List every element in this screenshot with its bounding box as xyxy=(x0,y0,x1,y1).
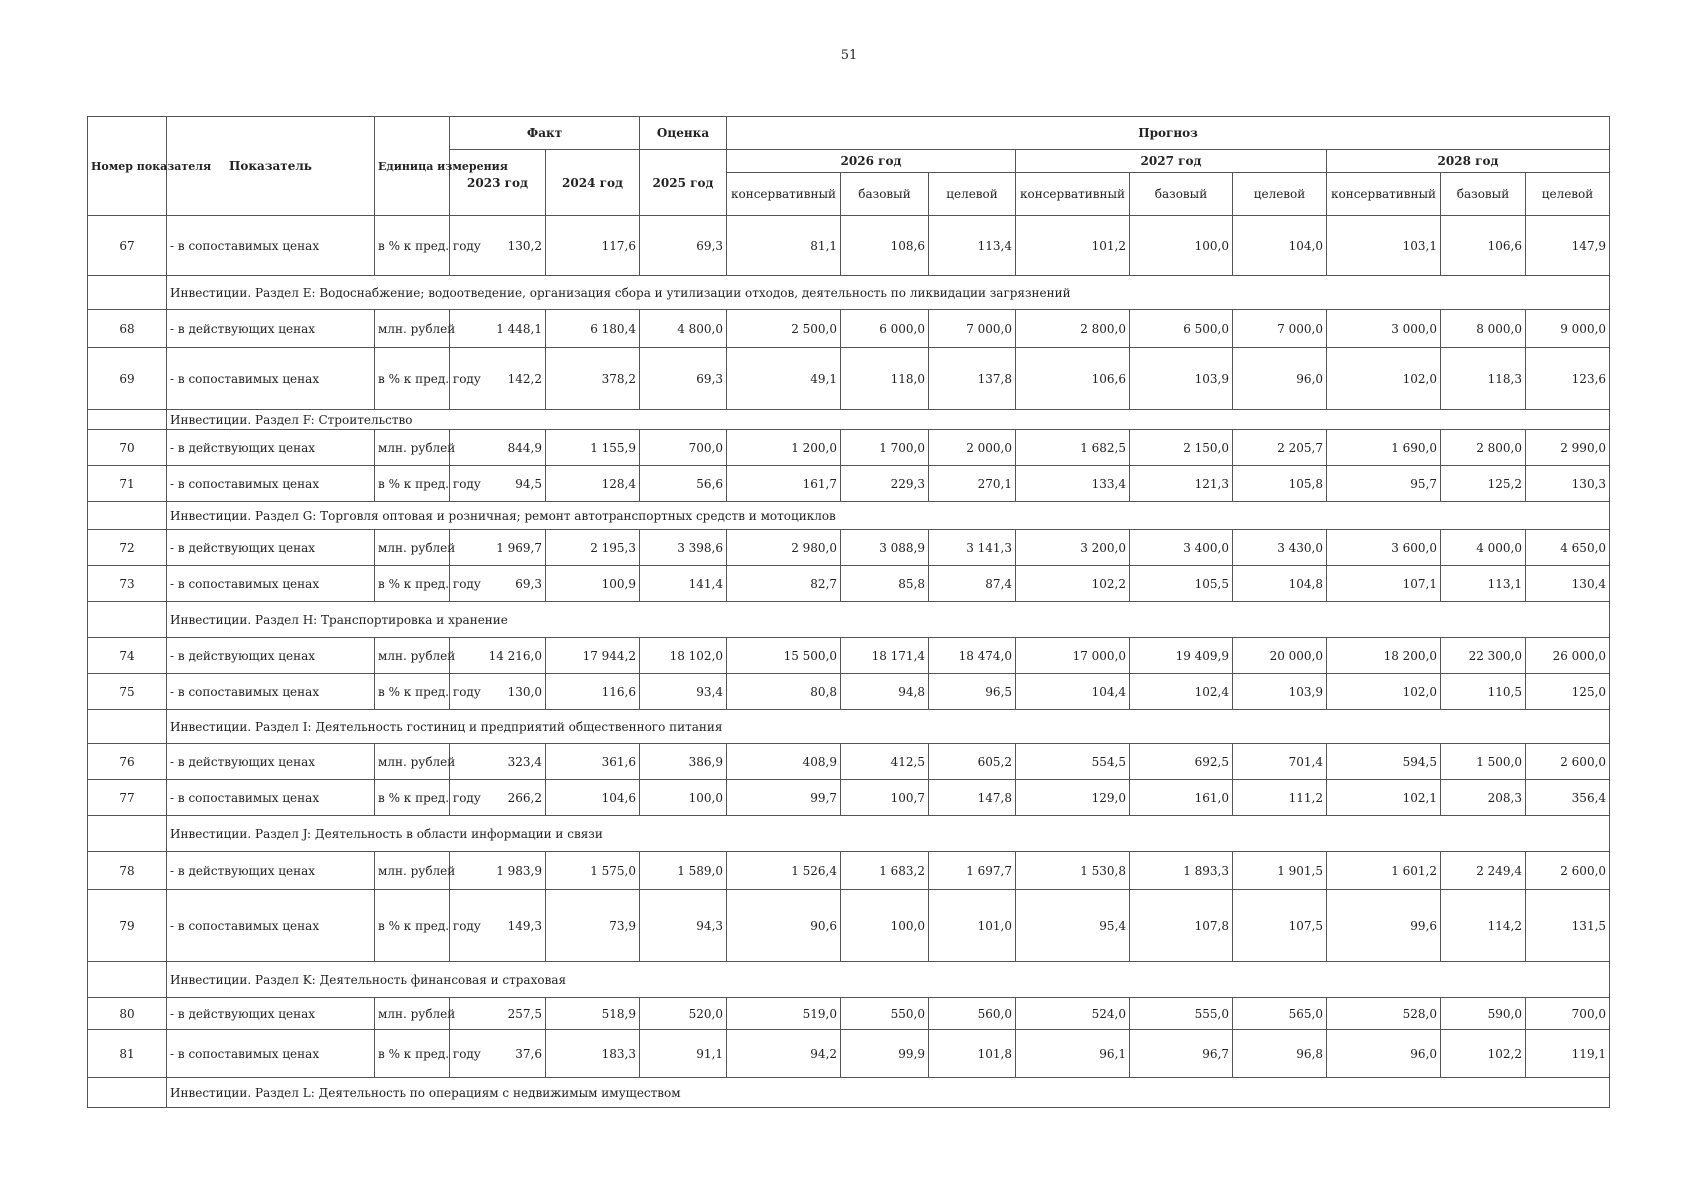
header-year-2027: 2027 год xyxy=(1016,150,1327,173)
section-row xyxy=(88,602,1610,638)
value-cell: 95,4 xyxy=(1016,890,1130,962)
section-row xyxy=(88,710,1610,744)
header-2026-base: базовый xyxy=(841,173,929,216)
value-cell: 103,9 xyxy=(1130,348,1233,410)
value-cell: 107,5 xyxy=(1233,890,1327,962)
value-cell: 1 448,1 xyxy=(450,310,546,348)
row-label: - в сопоставимых ценах xyxy=(167,216,375,276)
row-unit: млн. рублей xyxy=(375,638,450,674)
table-row xyxy=(88,780,1610,816)
value-cell: 90,6 xyxy=(727,890,841,962)
value-cell: 130,3 xyxy=(1526,466,1610,502)
value-cell: 107,1 xyxy=(1327,566,1441,602)
value-cell: 73,9 xyxy=(546,890,640,962)
section-blank-cell xyxy=(88,710,167,744)
value-cell: 100,7 xyxy=(841,780,929,816)
forecast-table xyxy=(87,116,1610,1108)
value-cell: 99,9 xyxy=(841,1030,929,1078)
value-cell: 147,9 xyxy=(1526,216,1610,276)
row-unit: млн. рублей xyxy=(375,852,450,890)
header-year-2023: 2023 год xyxy=(450,150,546,216)
row-unit: в % к пред. году xyxy=(375,1030,450,1078)
row-unit: млн. рублей xyxy=(375,998,450,1030)
value-cell: 107,8 xyxy=(1130,890,1233,962)
value-cell: 2 600,0 xyxy=(1526,744,1610,780)
value-cell: 528,0 xyxy=(1327,998,1441,1030)
header-year-2028: 2028 год xyxy=(1327,150,1610,173)
value-cell: 147,8 xyxy=(929,780,1016,816)
value-cell: 116,6 xyxy=(546,674,640,710)
value-cell: 605,2 xyxy=(929,744,1016,780)
table-row xyxy=(88,852,1610,890)
section-blank-cell xyxy=(88,410,167,430)
row-unit: в % к пред. году xyxy=(375,466,450,502)
value-cell: 1 500,0 xyxy=(1441,744,1526,780)
header-forecast: Прогноз xyxy=(727,117,1610,150)
row-label: - в действующих ценах xyxy=(167,852,375,890)
value-cell: 594,5 xyxy=(1327,744,1441,780)
value-cell: 93,4 xyxy=(640,674,727,710)
value-cell: 100,9 xyxy=(546,566,640,602)
header-fact: Факт xyxy=(450,117,640,150)
value-cell: 4 800,0 xyxy=(640,310,727,348)
section-title: Инвестиции. Раздел K: Деятельность финансовая и страховая xyxy=(167,962,1610,998)
value-cell: 700,0 xyxy=(1526,998,1610,1030)
value-cell: 142,2 xyxy=(450,348,546,410)
value-cell: 1 697,7 xyxy=(929,852,1016,890)
value-cell: 6 180,4 xyxy=(546,310,640,348)
section-blank-cell xyxy=(88,962,167,998)
row-label: - в действующих ценах xyxy=(167,430,375,466)
section-blank-cell xyxy=(88,816,167,852)
value-cell: 565,0 xyxy=(1233,998,1327,1030)
value-cell: 103,1 xyxy=(1327,216,1441,276)
value-cell: 105,5 xyxy=(1130,566,1233,602)
value-cell: 100,0 xyxy=(841,890,929,962)
value-cell: 18 474,0 xyxy=(929,638,1016,674)
value-cell: 22 300,0 xyxy=(1441,638,1526,674)
row-number: 69 xyxy=(88,348,167,410)
value-cell: 183,3 xyxy=(546,1030,640,1078)
value-cell: 101,2 xyxy=(1016,216,1130,276)
value-cell: 91,1 xyxy=(640,1030,727,1078)
value-cell: 99,6 xyxy=(1327,890,1441,962)
value-cell: 4 000,0 xyxy=(1441,530,1526,566)
section-row xyxy=(88,410,1610,430)
value-cell: 110,5 xyxy=(1441,674,1526,710)
value-cell: 100,0 xyxy=(640,780,727,816)
row-number: 68 xyxy=(88,310,167,348)
value-cell: 2 150,0 xyxy=(1130,430,1233,466)
value-cell: 555,0 xyxy=(1130,998,1233,1030)
page-number: 51 xyxy=(840,48,858,63)
value-cell: 550,0 xyxy=(841,998,929,1030)
value-cell: 1 700,0 xyxy=(841,430,929,466)
value-cell: 524,0 xyxy=(1016,998,1130,1030)
value-cell: 102,0 xyxy=(1327,348,1441,410)
table-row xyxy=(88,1030,1610,1078)
value-cell: 1 683,2 xyxy=(841,852,929,890)
row-label: - в сопоставимых ценах xyxy=(167,348,375,410)
value-cell: 229,3 xyxy=(841,466,929,502)
value-cell: 96,5 xyxy=(929,674,1016,710)
section-row xyxy=(88,816,1610,852)
value-cell: 554,5 xyxy=(1016,744,1130,780)
value-cell: 125,2 xyxy=(1441,466,1526,502)
row-label: - в действующих ценах xyxy=(167,310,375,348)
value-cell: 100,0 xyxy=(1130,216,1233,276)
value-cell: 96,1 xyxy=(1016,1030,1130,1078)
value-cell: 103,9 xyxy=(1233,674,1327,710)
row-number: 79 xyxy=(88,890,167,962)
value-cell: 2 600,0 xyxy=(1526,852,1610,890)
row-number: 75 xyxy=(88,674,167,710)
value-cell: 520,0 xyxy=(640,998,727,1030)
value-cell: 99,7 xyxy=(727,780,841,816)
value-cell: 6 500,0 xyxy=(1130,310,1233,348)
value-cell: 2 800,0 xyxy=(1016,310,1130,348)
value-cell: 6 000,0 xyxy=(841,310,929,348)
value-cell: 87,4 xyxy=(929,566,1016,602)
value-cell: 8 000,0 xyxy=(1441,310,1526,348)
value-cell: 69,3 xyxy=(640,348,727,410)
header-2026-target: целевой xyxy=(929,173,1016,216)
table-row xyxy=(88,890,1610,962)
value-cell: 1 530,8 xyxy=(1016,852,1130,890)
value-cell: 95,7 xyxy=(1327,466,1441,502)
table-row xyxy=(88,348,1610,410)
value-cell: 378,2 xyxy=(546,348,640,410)
value-cell: 37,6 xyxy=(450,1030,546,1078)
section-title: Инвестиции. Раздел F: Строительство xyxy=(167,410,1610,430)
value-cell: 69,3 xyxy=(640,216,727,276)
value-cell: 101,8 xyxy=(929,1030,1016,1078)
value-cell: 104,0 xyxy=(1233,216,1327,276)
table-row xyxy=(88,674,1610,710)
header-year-2024: 2024 год xyxy=(546,150,640,216)
row-number: 80 xyxy=(88,998,167,1030)
value-cell: 1 589,0 xyxy=(640,852,727,890)
row-label: - в действующих ценах xyxy=(167,530,375,566)
value-cell: 18 200,0 xyxy=(1327,638,1441,674)
value-cell: 106,6 xyxy=(1016,348,1130,410)
row-label: - в действующих ценах xyxy=(167,998,375,1030)
value-cell: 18 171,4 xyxy=(841,638,929,674)
table-row xyxy=(88,744,1610,780)
value-cell: 96,8 xyxy=(1233,1030,1327,1078)
value-cell: 700,0 xyxy=(640,430,727,466)
row-label: - в сопоставимых ценах xyxy=(167,466,375,502)
row-number: 72 xyxy=(88,530,167,566)
value-cell: 104,4 xyxy=(1016,674,1130,710)
table-row xyxy=(88,566,1610,602)
row-label: - в действующих ценах xyxy=(167,638,375,674)
value-cell: 3 141,3 xyxy=(929,530,1016,566)
value-cell: 386,9 xyxy=(640,744,727,780)
header-unit: Единица измерения xyxy=(375,117,450,216)
row-number: 81 xyxy=(88,1030,167,1078)
value-cell: 141,4 xyxy=(640,566,727,602)
value-cell: 105,8 xyxy=(1233,466,1327,502)
value-cell: 111,2 xyxy=(1233,780,1327,816)
value-cell: 104,6 xyxy=(546,780,640,816)
value-cell: 3 400,0 xyxy=(1130,530,1233,566)
value-cell: 94,2 xyxy=(727,1030,841,1078)
value-cell: 101,0 xyxy=(929,890,1016,962)
value-cell: 123,6 xyxy=(1526,348,1610,410)
value-cell: 3 600,0 xyxy=(1327,530,1441,566)
value-cell: 3 088,9 xyxy=(841,530,929,566)
row-unit: в % к пред. году xyxy=(375,890,450,962)
row-number: 67 xyxy=(88,216,167,276)
value-cell: 94,3 xyxy=(640,890,727,962)
value-cell: 119,1 xyxy=(1526,1030,1610,1078)
value-cell: 1 601,2 xyxy=(1327,852,1441,890)
row-number: 74 xyxy=(88,638,167,674)
value-cell: 118,0 xyxy=(841,348,929,410)
section-title: Инвестиции. Раздел L: Деятельность по операциям с недвижимым имуществом xyxy=(167,1078,1610,1108)
header-2026-conservative: консервативный xyxy=(727,173,841,216)
value-cell: 7 000,0 xyxy=(1233,310,1327,348)
value-cell: 3 200,0 xyxy=(1016,530,1130,566)
value-cell: 26 000,0 xyxy=(1526,638,1610,674)
value-cell: 114,2 xyxy=(1441,890,1526,962)
value-cell: 1 969,7 xyxy=(450,530,546,566)
row-unit: в % к пред. году xyxy=(375,216,450,276)
row-label: - в сопоставимых ценах xyxy=(167,566,375,602)
value-cell: 102,1 xyxy=(1327,780,1441,816)
value-cell: 701,4 xyxy=(1233,744,1327,780)
value-cell: 1 690,0 xyxy=(1327,430,1441,466)
section-blank-cell xyxy=(88,602,167,638)
table-body xyxy=(88,216,1610,1108)
row-label: - в сопоставимых ценах xyxy=(167,674,375,710)
row-unit: в % к пред. году xyxy=(375,674,450,710)
value-cell: 4 650,0 xyxy=(1526,530,1610,566)
value-cell: 3 000,0 xyxy=(1327,310,1441,348)
value-cell: 94,8 xyxy=(841,674,929,710)
header-estimate: Оценка xyxy=(640,117,727,150)
value-cell: 412,5 xyxy=(841,744,929,780)
value-cell: 2 249,4 xyxy=(1441,852,1526,890)
row-number: 76 xyxy=(88,744,167,780)
section-row xyxy=(88,276,1610,310)
value-cell: 408,9 xyxy=(727,744,841,780)
value-cell: 590,0 xyxy=(1441,998,1526,1030)
value-cell: 257,5 xyxy=(450,998,546,1030)
header-2027-base: базовый xyxy=(1130,173,1233,216)
value-cell: 117,6 xyxy=(546,216,640,276)
row-unit: млн. рублей xyxy=(375,310,450,348)
value-cell: 2 990,0 xyxy=(1526,430,1610,466)
row-number: 71 xyxy=(88,466,167,502)
section-title: Инвестиции. Раздел J: Деятельность в области информации и связи xyxy=(167,816,1610,852)
table-row xyxy=(88,310,1610,348)
value-cell: 17 000,0 xyxy=(1016,638,1130,674)
value-cell: 1 893,3 xyxy=(1130,852,1233,890)
value-cell: 1 575,0 xyxy=(546,852,640,890)
value-cell: 130,0 xyxy=(450,674,546,710)
row-number: 78 xyxy=(88,852,167,890)
value-cell: 1 682,5 xyxy=(1016,430,1130,466)
value-cell: 2 205,7 xyxy=(1233,430,1327,466)
value-cell: 161,7 xyxy=(727,466,841,502)
header-year-2026: 2026 год xyxy=(727,150,1016,173)
value-cell: 82,7 xyxy=(727,566,841,602)
value-cell: 102,0 xyxy=(1327,674,1441,710)
value-cell: 94,5 xyxy=(450,466,546,502)
row-number: 73 xyxy=(88,566,167,602)
value-cell: 96,7 xyxy=(1130,1030,1233,1078)
section-blank-cell xyxy=(88,1078,167,1108)
header-2027-conservative: консервативный xyxy=(1016,173,1130,216)
row-label: - в сопоставимых ценах xyxy=(167,890,375,962)
value-cell: 49,1 xyxy=(727,348,841,410)
value-cell: 125,0 xyxy=(1526,674,1610,710)
value-cell: 2 000,0 xyxy=(929,430,1016,466)
value-cell: 208,3 xyxy=(1441,780,1526,816)
value-cell: 2 800,0 xyxy=(1441,430,1526,466)
table-row xyxy=(88,216,1610,276)
value-cell: 81,1 xyxy=(727,216,841,276)
value-cell: 130,4 xyxy=(1526,566,1610,602)
table-row xyxy=(88,530,1610,566)
value-cell: 518,9 xyxy=(546,998,640,1030)
value-cell: 2 195,3 xyxy=(546,530,640,566)
value-cell: 692,5 xyxy=(1130,744,1233,780)
row-unit: в % к пред. году xyxy=(375,780,450,816)
value-cell: 133,4 xyxy=(1016,466,1130,502)
value-cell: 104,8 xyxy=(1233,566,1327,602)
section-row xyxy=(88,502,1610,530)
value-cell: 844,9 xyxy=(450,430,546,466)
value-cell: 15 500,0 xyxy=(727,638,841,674)
table-row xyxy=(88,998,1610,1030)
value-cell: 361,6 xyxy=(546,744,640,780)
value-cell: 356,4 xyxy=(1526,780,1610,816)
section-title: Инвестиции. Раздел G: Торговля оптовая и розничная; ремонт автотранспортных средств и мотоциклов xyxy=(167,502,1610,530)
row-label: - в сопоставимых ценах xyxy=(167,780,375,816)
table-row xyxy=(88,430,1610,466)
header-2027-target: целевой xyxy=(1233,173,1327,216)
header-indicator: Показатель xyxy=(167,117,375,216)
value-cell: 106,6 xyxy=(1441,216,1526,276)
section-blank-cell xyxy=(88,502,167,530)
value-cell: 108,6 xyxy=(841,216,929,276)
value-cell: 1 901,5 xyxy=(1233,852,1327,890)
row-unit: млн. рублей xyxy=(375,430,450,466)
value-cell: 102,4 xyxy=(1130,674,1233,710)
value-cell: 128,4 xyxy=(546,466,640,502)
value-cell: 270,1 xyxy=(929,466,1016,502)
value-cell: 129,0 xyxy=(1016,780,1130,816)
value-cell: 323,4 xyxy=(450,744,546,780)
value-cell: 20 000,0 xyxy=(1233,638,1327,674)
table-row xyxy=(88,638,1610,674)
value-cell: 1 155,9 xyxy=(546,430,640,466)
value-cell: 149,3 xyxy=(450,890,546,962)
header-2028-base: базовый xyxy=(1441,173,1526,216)
value-cell: 19 409,9 xyxy=(1130,638,1233,674)
value-cell: 96,0 xyxy=(1327,1030,1441,1078)
value-cell: 1 526,4 xyxy=(727,852,841,890)
row-label: - в действующих ценах xyxy=(167,744,375,780)
value-cell: 3 398,6 xyxy=(640,530,727,566)
row-unit: в % к пред. году xyxy=(375,566,450,602)
section-row xyxy=(88,962,1610,998)
value-cell: 118,3 xyxy=(1441,348,1526,410)
value-cell: 56,6 xyxy=(640,466,727,502)
value-cell: 102,2 xyxy=(1016,566,1130,602)
section-title: Инвестиции. Раздел I: Деятельность гостиниц и предприятий общественного питания xyxy=(167,710,1610,744)
value-cell: 1 200,0 xyxy=(727,430,841,466)
header-year-2025: 2025 год xyxy=(640,150,727,216)
value-cell: 121,3 xyxy=(1130,466,1233,502)
value-cell: 113,1 xyxy=(1441,566,1526,602)
value-cell: 102,2 xyxy=(1441,1030,1526,1078)
row-unit: млн. рублей xyxy=(375,744,450,780)
section-blank-cell xyxy=(88,276,167,310)
table-row xyxy=(88,466,1610,502)
value-cell: 113,4 xyxy=(929,216,1016,276)
value-cell: 9 000,0 xyxy=(1526,310,1610,348)
value-cell: 85,8 xyxy=(841,566,929,602)
value-cell: 560,0 xyxy=(929,998,1016,1030)
value-cell: 17 944,2 xyxy=(546,638,640,674)
value-cell: 131,5 xyxy=(1526,890,1610,962)
row-number: 77 xyxy=(88,780,167,816)
value-cell: 80,8 xyxy=(727,674,841,710)
header-number: Номер показателя xyxy=(88,117,167,216)
value-cell: 3 430,0 xyxy=(1233,530,1327,566)
value-cell: 96,0 xyxy=(1233,348,1327,410)
row-unit: в % к пред. году xyxy=(375,348,450,410)
value-cell: 2 500,0 xyxy=(727,310,841,348)
value-cell: 1 983,9 xyxy=(450,852,546,890)
value-cell: 69,3 xyxy=(450,566,546,602)
value-cell: 266,2 xyxy=(450,780,546,816)
value-cell: 130,2 xyxy=(450,216,546,276)
row-number: 70 xyxy=(88,430,167,466)
row-label: - в сопоставимых ценах xyxy=(167,1030,375,1078)
value-cell: 161,0 xyxy=(1130,780,1233,816)
value-cell: 7 000,0 xyxy=(929,310,1016,348)
value-cell: 14 216,0 xyxy=(450,638,546,674)
section-row xyxy=(88,1078,1610,1108)
value-cell: 137,8 xyxy=(929,348,1016,410)
value-cell: 18 102,0 xyxy=(640,638,727,674)
section-title: Инвестиции. Раздел E: Водоснабжение; водоотведение, организация сбора и утилизации отходов, деятельность по ликвидации загрязнений xyxy=(167,276,1610,310)
header-2028-target: целевой xyxy=(1526,173,1610,216)
header-2028-conservative: консервативный xyxy=(1327,173,1441,216)
row-unit: млн. рублей xyxy=(375,530,450,566)
section-title: Инвестиции. Раздел H: Транспортировка и хранение xyxy=(167,602,1610,638)
value-cell: 519,0 xyxy=(727,998,841,1030)
value-cell: 2 980,0 xyxy=(727,530,841,566)
